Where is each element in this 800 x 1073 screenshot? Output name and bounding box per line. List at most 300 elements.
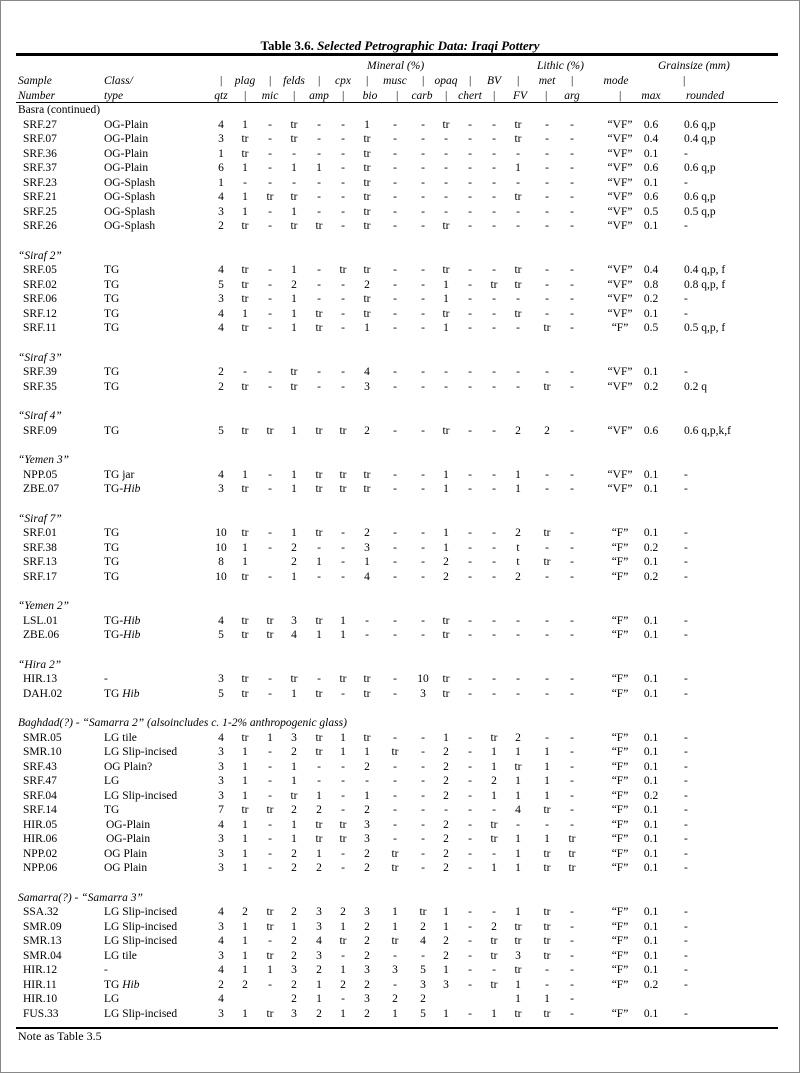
max-grainsize: 0.1 [643,862,659,874]
cell-value: - [468,162,472,174]
cell-value: - [570,731,574,744]
rounded-grainsize: 0.4 q,p, f [684,264,726,276]
cell-value: 1 [267,964,273,976]
cell-value: tr [339,673,347,685]
cell-value: 4 [218,468,224,481]
cell-value: 4 [515,804,521,816]
cell-value: - [317,673,321,685]
cell-value: - [393,366,397,378]
cell-value: - [317,278,321,291]
cell-value: - [268,527,272,539]
cell-value: 4 [218,191,224,203]
cell-value: - [421,556,425,568]
sample-number: NPP.06 [23,862,58,874]
mode-value: “F” [611,935,629,947]
cell-value: 1 [515,789,521,802]
cell-value: - [421,746,425,758]
cell-value: - [570,906,574,918]
mode-value: “F” [611,746,629,758]
cell-value: tr [241,380,249,393]
max-grainsize: 0.2 [643,978,659,991]
cell-value: 2 [443,775,449,787]
cell-value: - [570,541,574,554]
header-col-label-12: | [516,75,520,87]
header-col-label-11: BV [486,75,502,87]
cell-value: - [317,541,321,554]
class-type: TG [104,527,120,539]
cell-value: 2 [291,949,297,962]
cell-value: 1 [291,570,297,583]
rounded-grainsize: - [684,978,688,991]
mode-value: “VF” [607,220,633,232]
class-type: OG-Plain [104,147,149,160]
cell-value: - [570,570,574,583]
cell-value: - [570,949,574,962]
cell-value: - [317,191,321,203]
cell-value: - [421,162,425,174]
cell-value: - [444,804,448,816]
cell-value: - [545,162,549,174]
cell-value: - [393,278,397,291]
max-grainsize: 0.6 [643,191,659,203]
cell-value: - [492,293,496,305]
cell-value: tr [241,483,249,495]
class-type: TG [104,380,120,393]
cell-value: - [421,541,425,554]
cell-value: tr [514,264,522,276]
cell-value: 3 [218,746,224,758]
cell-value: tr [363,673,371,685]
mode-value: “F” [611,964,629,976]
cell-value: 3 [316,906,322,918]
section-label: “Siraf 3” [18,351,62,364]
cell-value: 3 [364,818,370,831]
cell-value: - [492,118,496,131]
cell-value: - [268,847,272,860]
cell-value: 2 [291,746,297,758]
cell-value: 4 [218,118,224,131]
cell-value: 4 [218,307,224,320]
cell-value: tr [266,424,274,437]
rounded-grainsize: - [684,307,688,320]
cell-value: 1 [291,760,297,773]
cell-value: - [393,949,397,962]
mode-value: “F” [611,673,629,685]
cell-value: - [341,118,345,131]
cell-value: 3 [291,614,297,627]
cell-value: 1 [340,1007,346,1020]
cell-value: 2 [515,570,521,583]
rounded-grainsize: - [684,673,688,685]
cell-value: - [393,162,397,174]
rounded-grainsize: - [684,570,688,583]
cell-value: tr [514,935,522,947]
cell-value: 1 [291,468,297,481]
max-grainsize: 0.1 [643,673,659,685]
cell-value: 1 [443,483,449,495]
sample-number: SRF.04 [23,789,57,802]
cell-value: - [317,760,321,773]
cell-value: 4 [218,322,224,334]
cell-value: - [570,293,574,305]
sample-number: LSL.01 [23,614,58,627]
cell-value: 1 [291,833,297,845]
cell-value: - [516,673,520,685]
cell-value: tr [543,906,551,918]
cell-value: tr [490,818,498,831]
rounded-grainsize: - [684,746,688,758]
cell-value: - [341,993,345,1005]
cell-value: 2 [491,775,497,787]
cell-value: 4 [291,629,297,641]
cell-value: 1 [291,920,297,933]
cell-value: 1 [443,1007,449,1020]
cell-value: tr [543,322,551,334]
cell-value: - [492,906,496,918]
cell-value: tr [241,570,249,583]
cell-value: 2 [443,949,449,962]
cell-value: - [468,147,472,160]
cell-value: - [545,731,549,744]
class-type: TG [104,278,120,291]
cell-value: 3 [218,862,224,874]
header-col-label-4: amp [309,90,329,102]
cell-value: - [268,833,272,845]
cell-value: - [341,541,345,554]
class-type: TG [104,366,120,378]
max-grainsize: 0.1 [643,818,659,831]
sample-number: SRF.11 [23,322,57,334]
sample-number: SRF.36 [23,147,57,160]
cell-value: - [516,380,520,393]
cell-value: 1 [316,847,322,860]
cell-value: - [341,293,345,305]
cell-value: tr [363,176,371,189]
mode-value: “VF” [607,424,633,437]
sample-number: SRF.06 [23,293,57,305]
cell-value: - [365,775,369,787]
cell-value: - [393,833,397,845]
cell-value: 1 [242,789,248,802]
cell-value: 2 [291,847,297,860]
cell-value: tr [442,687,450,700]
cell-value: 1 [291,527,297,539]
mode-value: “F” [611,847,629,860]
cell-value: - [468,483,472,495]
cell-value: - [393,264,397,276]
cell-value: 2 [340,978,346,991]
cell-value: tr [490,949,498,962]
cell-value: 1 [242,556,248,568]
mode-value: “VF” [607,264,633,276]
cell-value: tr [339,468,347,481]
cell-value: 1 [242,760,248,773]
mode-value: “F” [611,920,629,933]
cell-value: 3 [218,847,224,860]
cell-value: tr [241,731,249,744]
header-col-label-3: | [292,90,296,102]
cell-value: tr [514,760,522,773]
rounded-grainsize: - [684,147,688,160]
cell-value: - [421,147,425,160]
cell-value: - [492,322,496,334]
cell-value: - [492,264,496,276]
mode-value: “F” [611,731,629,744]
cell-value: - [570,614,574,627]
cell-value: - [545,978,549,991]
max-grainsize: 0.1 [643,220,659,232]
max-grainsize: 0.1 [643,731,659,744]
header-col-label-0: qtz [214,90,228,102]
cell-value: - [341,775,345,787]
cell-value: - [468,920,472,933]
sample-number: SRF.05 [23,264,57,276]
mode-value: “F” [611,862,629,874]
cell-value: - [570,673,574,685]
cell-value: - [570,556,574,568]
cell-value: 1 [340,746,346,758]
cell-value: - [492,307,496,320]
cell-value: 1 [242,818,248,831]
cell-value: - [492,687,496,700]
cell-value: t [516,541,520,554]
max-grainsize: 0.1 [643,307,659,320]
cell-value: 2 [291,278,297,291]
max-grainsize: 0.4 [643,264,659,276]
cell-value: - [516,147,520,160]
cell-value: 1 [443,731,449,744]
sample-number: SRF.43 [23,760,57,773]
table-title-text: Selected Petrographic Data: Iraqi Pottery [317,38,540,53]
cell-value: - [570,978,574,991]
cell-value: - [341,220,345,232]
cell-value: - [421,847,425,860]
cell-value: 3 [443,978,449,991]
max-grainsize: 0.1 [643,556,659,568]
cell-value: tr [543,862,551,874]
cell-value: - [444,380,448,393]
class-type: LG Slip-incised [104,906,178,918]
cell-value: 2 [443,935,449,947]
header-col-label-1: plag [234,75,256,87]
cell-value: - [492,673,496,685]
rounded-grainsize: 0.4 q,p [684,133,716,145]
cell-value: - [570,527,574,539]
sample-number: HIR.11 [23,978,57,991]
cell-value: tr [442,307,450,320]
cell-value: - [393,978,397,991]
class-type: TG [104,293,120,305]
cell-value: - [421,775,425,787]
cell-value: 1 [242,775,248,787]
cell-value: - [492,468,496,481]
cell-value: 1 [443,541,449,554]
cell-value: - [570,483,574,495]
cell-value: - [421,293,425,305]
cell-value: - [545,468,549,481]
cell-value: - [468,760,472,773]
cell-value: - [421,307,425,320]
cell-value: tr [543,380,551,393]
cell-value: - [317,775,321,787]
cell-value: - [492,366,496,378]
max-grainsize: 0.2 [643,789,659,802]
cell-value: - [570,468,574,481]
rounded-grainsize: - [684,176,688,189]
cell-value: - [341,322,345,334]
cell-value: 1 [392,1007,398,1020]
header-col-label-8: | [421,75,425,87]
sample-number: SRF.23 [23,176,57,189]
cell-value: 1 [392,920,398,933]
cell-value: t [516,556,520,568]
class-type: OG-Splash [104,191,156,203]
cell-value: - [492,964,496,976]
cell-value: 2 [443,847,449,860]
cell-value: - [570,935,574,947]
cell-value: 5 [218,629,224,641]
cell-value: - [444,205,448,218]
cell-value: 2 [364,920,370,933]
header-col-label-12: FV [512,90,528,102]
cell-value: tr [241,527,249,539]
cell-value: - [268,818,272,831]
cell-value: - [468,833,472,845]
cell-value: - [468,264,472,276]
max-grainsize: 0.2 [643,541,659,554]
cell-value: - [468,322,472,334]
header-col-label-13: met [538,75,556,87]
cell-value: 1 [544,775,550,787]
class-type: TG [104,264,120,276]
cell-value: tr [315,818,323,831]
cell-value: - [268,760,272,773]
cell-value: - [421,760,425,773]
cell-value: - [444,147,448,160]
cell-value: 2 [242,978,248,991]
cell-value: 3 [218,673,224,685]
bottom-rule [16,1027,778,1029]
cell-value: tr [290,380,298,393]
cell-value: - [365,614,369,627]
cell-value: - [492,483,496,495]
cell-value: 1 [291,293,297,305]
max-grainsize: 0.1 [643,847,659,860]
max-grainsize: 0.5 [643,322,659,334]
rounded-grainsize: - [684,775,688,787]
sample-number: HIR.05 [23,818,58,831]
cell-value: - [468,687,472,700]
cell-value: - [468,307,472,320]
sample-number: SRF.17 [23,570,57,583]
cell-value: 3 [364,380,370,393]
cell-value: tr [241,220,249,232]
mode-value: “VF” [607,468,633,481]
max-grainsize: 0.1 [643,746,659,758]
cell-value: - [570,789,574,802]
cell-value: tr [266,906,274,918]
header-class: Class/ [104,75,133,87]
cell-value: - [393,424,397,437]
class-type: OG-Plain [104,118,149,131]
cell-value: - [444,133,448,145]
cell-value: 3 [515,949,521,962]
cell-value: 1 [443,278,449,291]
cell-value: - [468,789,472,802]
header-type: type [104,90,124,102]
cell-value: 2 [420,993,426,1005]
cell-value: - [317,133,321,145]
cell-value: - [468,293,472,305]
cell-value: - [268,264,272,276]
cell-value: - [492,176,496,189]
cell-value: 5 [218,278,224,291]
cell-value: tr [315,220,323,232]
cell-value: - [570,176,574,189]
cell-value: 2 [364,424,370,437]
header-col-label-14: | [570,75,574,87]
mode-value: “F” [611,949,629,962]
cell-value: - [268,176,272,189]
cell-value: - [243,176,247,189]
cell-value: - [317,264,321,276]
cell-value: tr [315,424,323,437]
cell-value: 1 [491,746,497,758]
mode-value: “F” [611,789,629,802]
class-type: TG-Hib [104,629,141,641]
cell-value: tr [266,949,274,962]
sample-number: SSA.32 [23,906,59,918]
cell-value: - [421,220,425,232]
cell-value: 2 [316,804,322,816]
cell-value: - [468,424,472,437]
cell-value: tr [490,978,498,991]
cell-value: tr [568,862,576,874]
cell-value: - [516,293,520,305]
cell-value: - [468,746,472,758]
cell-value: 3 [316,920,322,933]
cell-value: 7 [218,804,224,816]
cell-value: - [468,278,472,291]
cell-value: 2 [364,949,370,962]
rounded-grainsize: 0.6 q,p [684,162,716,174]
cell-value: - [468,527,472,539]
sample-number: SMR.09 [23,920,62,933]
class-type: TG [104,556,120,568]
cell-value: 1 [491,1007,497,1020]
cell-value: 1 [340,731,346,744]
cell-value: 4 [316,935,322,947]
cell-value: - [545,220,549,232]
cell-value: - [516,366,520,378]
cell-value: tr [514,920,522,933]
cell-value: 3 [291,731,297,744]
cell-value: - [570,278,574,291]
cell-value: tr [543,556,551,568]
cell-value: tr [339,818,347,831]
cell-value: 3 [218,775,224,787]
cell-value: 3 [218,920,224,933]
cell-value: - [545,264,549,276]
cell-value: - [545,133,549,145]
cell-value: - [444,162,448,174]
cell-value: - [570,775,574,787]
header-col-label-7: musc [383,75,407,87]
cell-value: 2 [291,541,297,554]
cell-value: tr [266,920,274,933]
sample-number: SMR.10 [23,746,62,758]
sample-number: HIR.13 [23,673,58,685]
